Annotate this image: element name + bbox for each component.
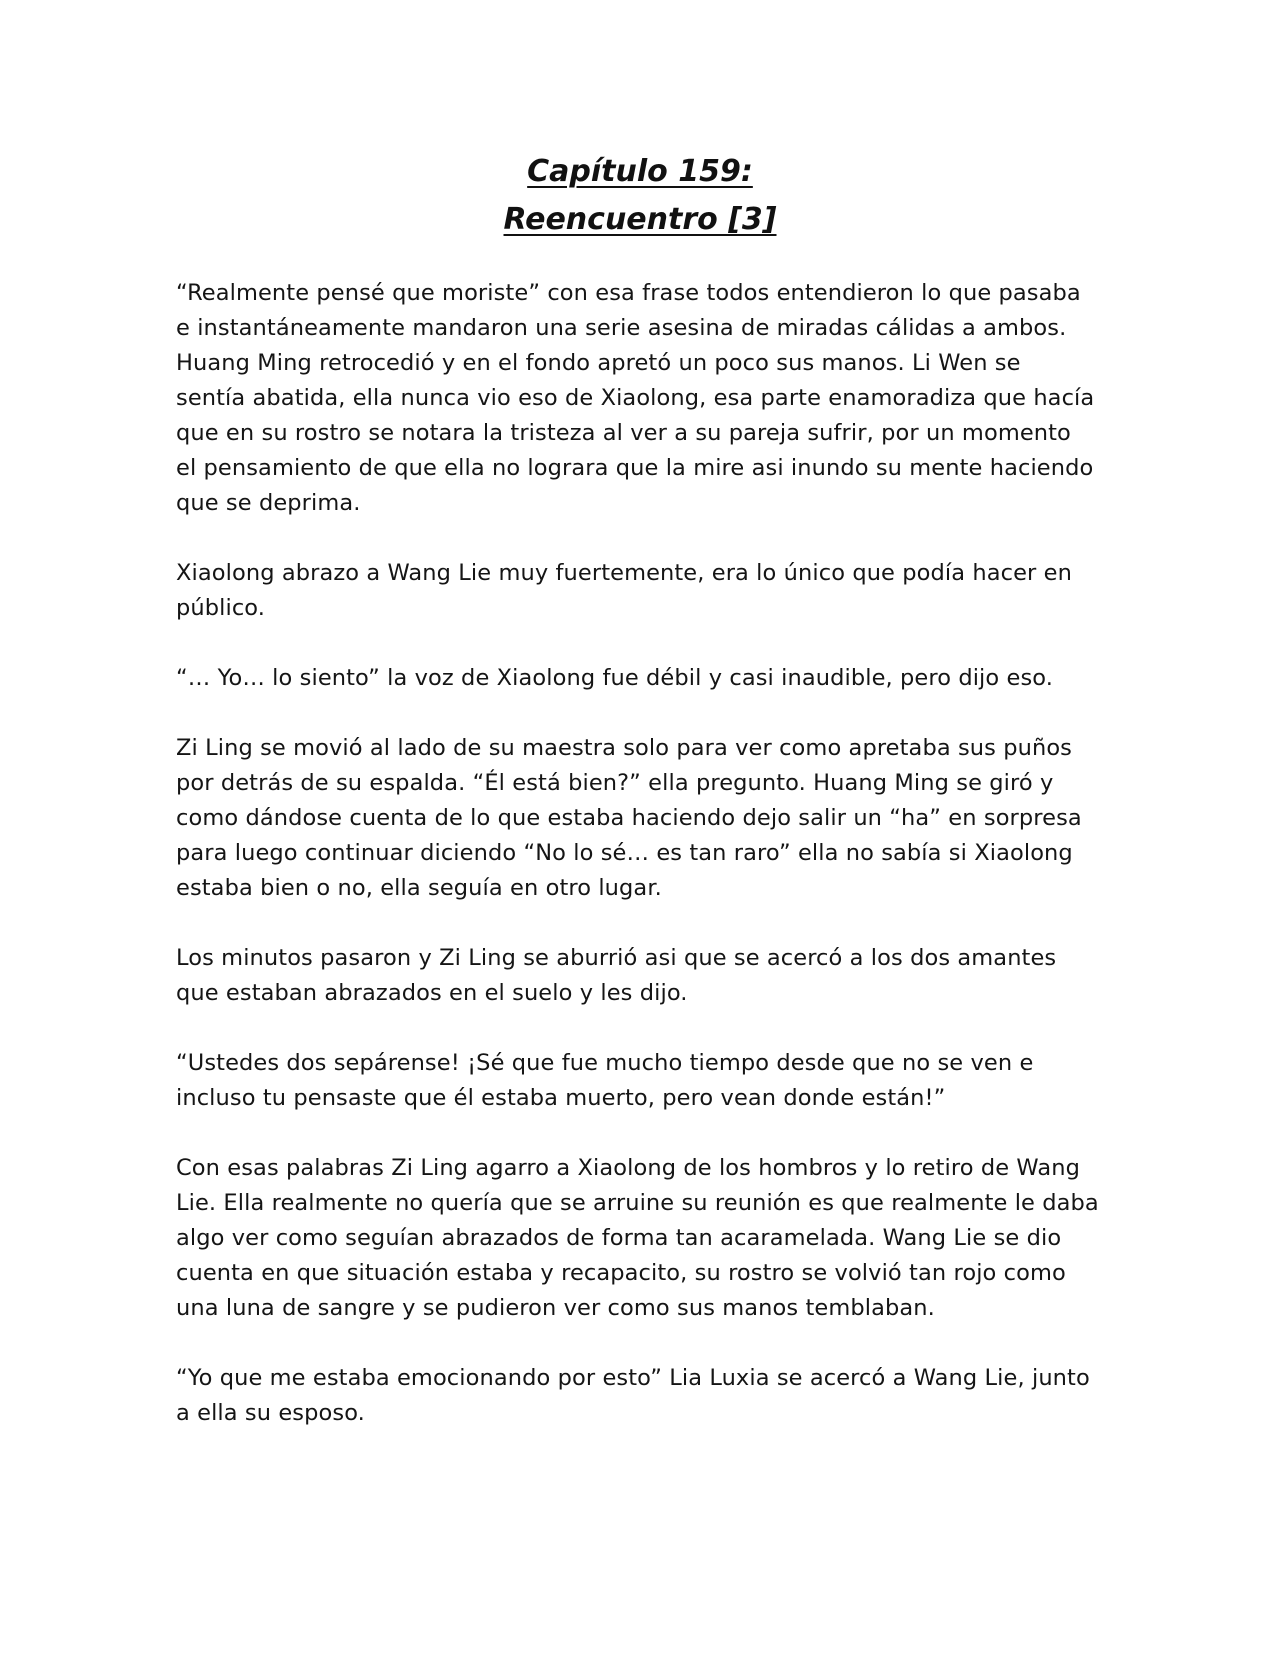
paragraph-1 (176, 276, 1106, 521)
text-line: cuenta en que situación estaba y recapacito, su rostro se volvió tan rojo como (176, 1260, 1066, 1286)
text-line: público. (176, 595, 266, 621)
text-line: por detrás de su espalda. “Él está bien?” ella pregunto. Huang Ming se giró y (176, 770, 1054, 796)
text-line: e instantáneamente mandaron una serie asesina de miradas cálidas a ambos. (176, 315, 1067, 341)
chapter-subtitle: Reencuentro [3] (503, 202, 777, 237)
text-line: a ella su esposo. (176, 1400, 365, 1426)
text-line: Lie. Ella realmente no quería que se arruine su reunión es que realmente le daba (176, 1190, 1099, 1216)
text-line: Xiaolong abrazo a Wang Lie muy fuertemente, era lo único que podía hacer en (176, 560, 1072, 586)
paragraph-3 (176, 661, 1106, 696)
chapter-body (176, 276, 1106, 1466)
text-line: que en su rostro se notara la tristeza al ver a su pareja sufrir, por un momento (176, 420, 1071, 446)
text-line: “Yo que me estaba emocionando por esto” Lia Luxia se acercó a Wang Lie, junto (176, 1365, 1090, 1391)
text-line: una luna de sangre y se pudieron ver como sus manos temblaban. (176, 1295, 935, 1321)
text-line: que se deprima. (176, 490, 361, 516)
paragraph-8 (176, 1361, 1106, 1431)
paragraph-5 (176, 941, 1106, 1011)
text-line: algo ver como seguían abrazados de forma tan acaramelada. Wang Lie se dio (176, 1225, 1062, 1251)
paragraph-2 (176, 556, 1106, 626)
chapter-number-title: Capítulo 159: (527, 154, 753, 189)
text-line: “… Yo… lo siento” la voz de Xiaolong fue débil y casi inaudible, pero dijo eso. (176, 665, 1054, 691)
chapter-heading (0, 148, 1280, 244)
text-line: incluso tu pensaste que él estaba muerto, pero vean donde están!” (176, 1085, 946, 1111)
paragraph-6 (176, 1046, 1106, 1116)
text-line: sentía abatida, ella nunca vio eso de Xiaolong, esa parte enamoradiza que hacía (176, 385, 1095, 411)
text-line: “Realmente pensé que moriste” con esa frase todos entendieron lo que pasaba (176, 280, 1081, 306)
text-line: estaba bien o no, ella seguía en otro lugar. (176, 875, 662, 901)
text-line: como dándose cuenta de lo que estaba haciendo dejo salir un “ha” en sorpresa (176, 805, 1082, 831)
text-line: el pensamiento de que ella no lograra que la mire asi inundo su mente haciendo (176, 455, 1094, 481)
text-line: Con esas palabras Zi Ling agarro a Xiaolong de los hombros y lo retiro de Wang (176, 1155, 1080, 1181)
text-line: que estaban abrazados en el suelo y les dijo. (176, 980, 688, 1006)
text-line: Los minutos pasaron y Zi Ling se aburrió asi que se acercó a los dos amantes (176, 945, 1057, 971)
text-line: para luego continuar diciendo “No lo sé… es tan raro” ella no sabía si Xiaolong (176, 840, 1073, 866)
paragraph-4 (176, 731, 1106, 906)
text-line: Zi Ling se movió al lado de su maestra solo para ver como apretaba sus puños (176, 735, 1073, 761)
paragraph-7 (176, 1151, 1106, 1326)
text-line: Huang Ming retrocedió y en el fondo apretó un poco sus manos. Li Wen se (176, 350, 1021, 376)
text-line: “Ustedes dos sepárense! ¡Sé que fue mucho tiempo desde que no se ven e (176, 1050, 1034, 1076)
